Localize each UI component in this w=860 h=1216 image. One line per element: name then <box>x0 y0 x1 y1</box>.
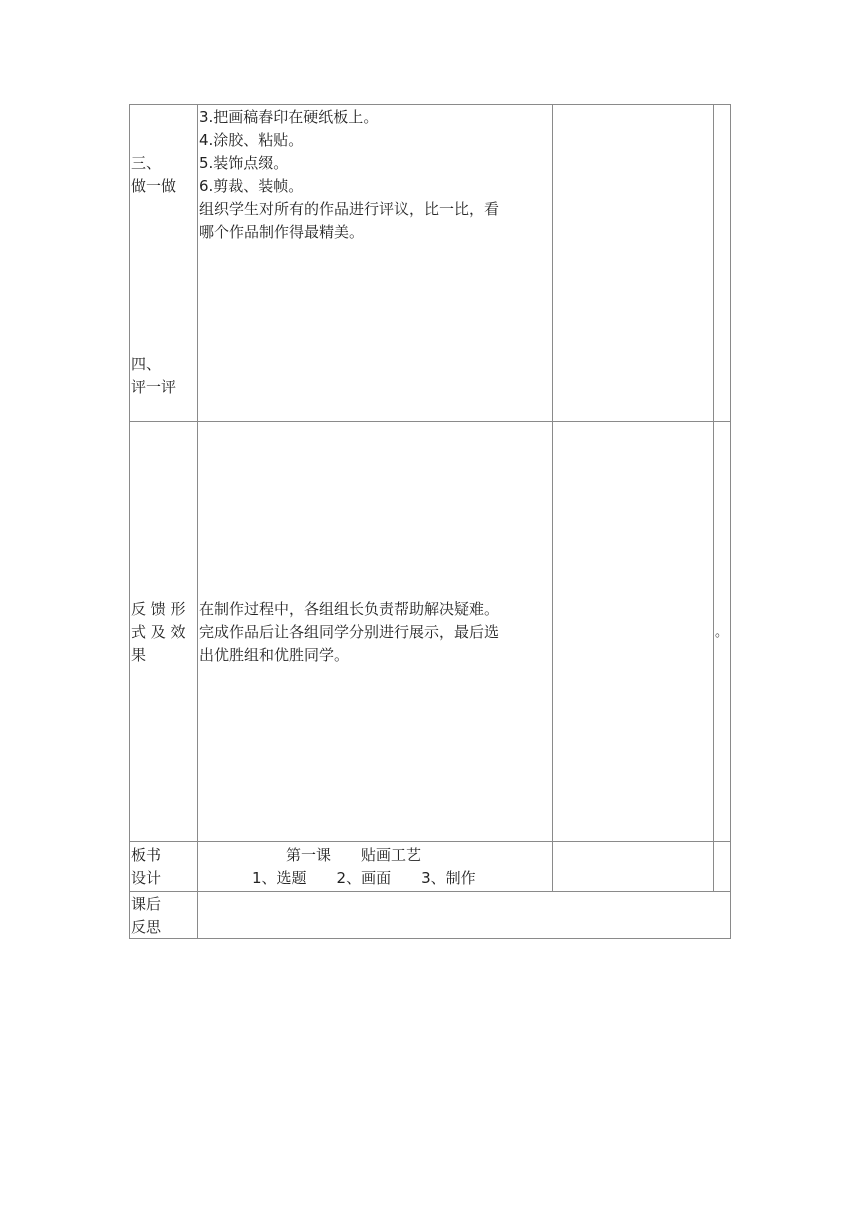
board-label-line1: 板书 <box>131 846 162 864</box>
board-label-line2: 设计 <box>131 869 162 887</box>
feedback-text <box>199 598 499 667</box>
feedback-text-line1: 在制作过程中，各组组长负责帮助解决疑难。 <box>199 600 500 618</box>
section-san-label <box>131 152 176 198</box>
review-instruction-line2: 哪个作品制作得最精美。 <box>199 223 365 241</box>
section-san-label-line1: 三、 <box>131 154 162 172</box>
col-divider-2 <box>552 104 553 892</box>
review-instruction-line1: 组织学生对所有的作品进行评议，比一比，看 <box>199 200 500 218</box>
step-item-3: 3.把画稿舂印在硬纸板上。 <box>199 108 379 126</box>
reflection-label <box>131 893 161 939</box>
table-border-bottom <box>129 938 731 939</box>
board-label <box>131 844 161 890</box>
section-san-steps <box>199 106 499 244</box>
step-item-5: 5.装饰点缀。 <box>199 154 289 172</box>
col-divider-3 <box>713 104 714 892</box>
row-divider-3 <box>129 891 731 892</box>
row-divider-1 <box>129 421 731 422</box>
feedback-text-line3: 出优胜组和优胜同学。 <box>199 646 350 664</box>
feedback-label-line2: 式 及 效 <box>131 623 186 641</box>
feedback-label <box>131 598 186 667</box>
feedback-label-line3: 果 <box>131 646 147 664</box>
reflection-label-line2: 反思 <box>131 918 162 936</box>
reflection-label-line1: 课后 <box>131 895 162 913</box>
table-border-left <box>129 104 130 939</box>
table-border-top <box>129 104 731 105</box>
section-san-label-line2: 做一做 <box>131 177 177 195</box>
section-si-label-line2: 评一评 <box>131 378 177 396</box>
step-item-6: 6.剪裁、装帧。 <box>199 177 304 195</box>
step-item-4: 4.涂胶、粘贴。 <box>199 131 304 149</box>
board-items: 1、选题 2、画面 3、制作 <box>252 869 476 887</box>
board-title: 第一课 贴画工艺 <box>286 846 422 864</box>
section-si-label <box>131 353 176 399</box>
col-divider-1 <box>197 104 198 939</box>
feedback-text-line2: 完成作品后让各组同学分别进行展示，最后选 <box>199 623 500 641</box>
feedback-label-line1: 反 馈 形 <box>131 600 186 618</box>
feedback-right-mark: 。 <box>715 625 729 640</box>
row-divider-2 <box>129 841 731 842</box>
table-border-right <box>730 104 731 939</box>
section-si-label-line1: 四、 <box>131 355 162 373</box>
